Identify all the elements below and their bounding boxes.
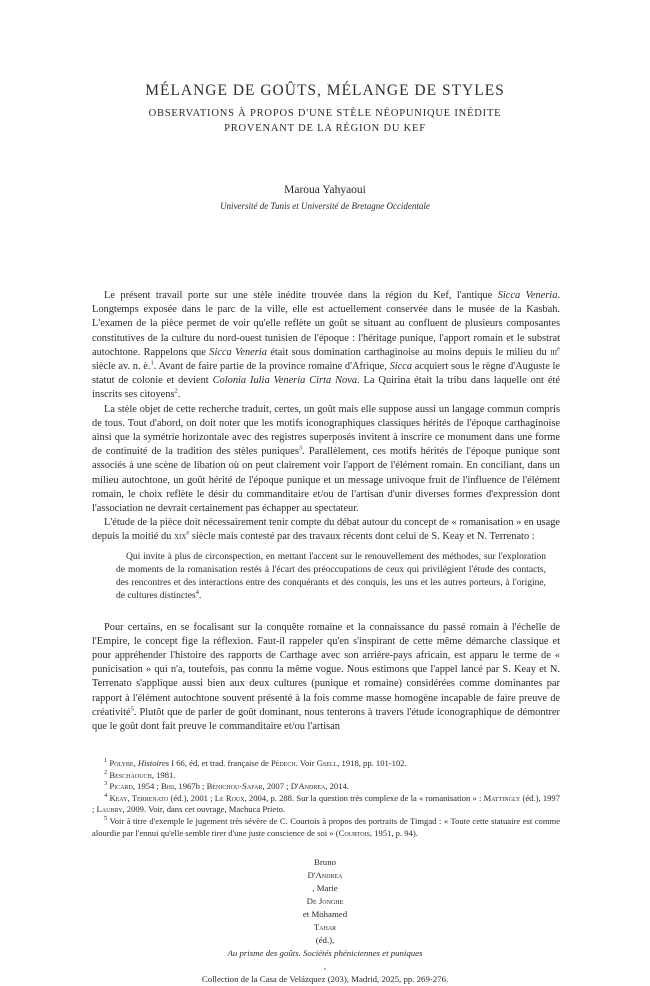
footnote-ref[interactable]: 1 [150, 359, 154, 367]
footnote-ref[interactable]: 3 [298, 444, 303, 452]
body-paragraph: L'étude de la pièce doit nécessairement tenir compte du débat autour du concept de « romanisation » en usage depuis la moitié du xix$^e$ siècle mais contesté par des travaux récents dont celui de S. Keay et N. Terrenato : [92, 517, 561, 543]
subtitle-line: OBSERVATIONS À PROPOS D'UNE STÈLE NÉOPUNIQUE INÉDITE [148, 108, 502, 119]
footnote: $^3$ Picard, 1954 ; Bisi, 1967b ; Bénichou-Safar, 2007 ; D'Andrea, 2014. [104, 780, 349, 792]
page-footer [0, 856, 650, 986]
citation-line: Bruno D'Andrea , Marie De Jonghe et Mohamed Tahar (éd.), Au prisme des goûts. Sociétés phéniciennes et puniques , [227, 857, 423, 971]
footnote: $^2$ Beschaouch, 1981. [104, 768, 176, 780]
footnotes [92, 758, 560, 839]
footnote-ref[interactable]: 5 [130, 705, 134, 713]
author-affiliation: Université de Tunis et Université de Bretagne Occidentale [220, 201, 430, 211]
footnote-ref[interactable]: 4 [195, 588, 199, 596]
footnote: $^1$ Polybe, Histoires I 66, éd. et trad. française de Pédech. Voir Gsell, 1918, pp. 101-102. [104, 757, 407, 768]
body-paragraph: Pour certains, en se focalisant sur la conquête romaine et la connaissance du passé romain à l'échelle de l'Empire, le concept fige la réflexion. Faut-il rappeler qu'en s'inspirant de cette même démarche classique et pour appréhender l'histoire des rapports de Carthage avec son arrière-pays africain, est apparu le terme de « punicisation » qui n'a, toutefois, pas connu la même vogue. Nous estimons que l'appel lancé par S. Keay et N. Terrenato s'applique aussi bien aux deux cultures (punique et romaine) considérées comme dominantes par rapport à l'élément autochtone souvent présenté à la fois comme masse homogène incapable de faire preuve de créativité$^5$. Plutôt que de parler de goût dominant, nous tenterons à travers l'étude iconographique de démontrer que le goût dont fait preuve le commanditaire et/ou l'artisan [92, 621, 560, 733]
footnote-ref[interactable]: 2 [174, 387, 178, 395]
subtitle-line: PROVENANT DE LA RÉGION DU KEF [224, 123, 426, 134]
author-name: Maroua Yahyaoui [284, 184, 366, 196]
body-paragraph: La stèle objet de cette recherche traduit, certes, un goût mais elle suppose aussi un langage commun compris de tous. Tout d'abord, on doit noter que les motifs iconographiques classiques hérités de l'époque carthaginoise ainsi que la symétrie horizontale avec des registres superposés invitent à inscrire ce monument dans une forme de continuité de la tradition des stèles puniques$^3$. Parallèlement, ces motifs hérités de l'époque punique sont associés à une scène de libation où on peut clairement voir l'apport de l'élément romain. En conciliant, dans un milieu autochtone, un goût hérité de l'époque punique et un message univoque fruit de l'influence de l'élément romain, le choix reflète le désir du commanditaire et/ou de l'artisan d'unir diverses formes d'expression dont l'association ne devrait certainement pas échapper au spectateur. [92, 403, 560, 515]
footnote: $^5$ Voir à titre d'exemple le jugement très sévère de C. Courtois à propos des portraits de Timgad : « Toute cette statuaire est comme alourdie par l'ennui qu'elle semble tirer d'une juste conscience de soi » (Courtois, 1951, p. 94). [92, 815, 561, 838]
citation-line: Collection de la Casa de Velázquez (203), Madrid, 2025, pp. 269-276. [201, 974, 449, 984]
footnote: $^4$ Keay, Terrenato (éd.), 2001 ; Le Roux, 2004, p. 288. Sur la question très complexe de la « romanisation » : Mattingly (éd.), 1997 ; Laubry, 2009. Voir, dans cet ouvrage, Machuca Prieto. [92, 791, 561, 815]
article-subtitle [0, 106, 650, 136]
article-body [92, 289, 560, 734]
body-paragraph: Le présent travail porte sur une stèle inédite trouvée dans la région du Kef, l'antique Sicca Veneria. Longtemps exposée dans le parc de la ville, elle est actuellement conservée dans le musée de la Kasbah. L'examen de la pièce permet de voir qu'elle reflète un goût se situant au confluent de plusieurs composantes constitutives de la culture du nord-ouest tunisien de l'époque : l'héritage punique, l'apport romain et le substrat autochtone. Rappelons que Sicca Veneria était sous domination carthaginoise au moins depuis le milieu du iii$^e$ siècle av. n. è.$^1$. Avant de faire partie de la province romaine d'Afrique, Sicca acquiert sous le règne d'Auguste le statut de colonie et devient Colonia Iulia Veneria Cirta Nova. La Quirina était la tribu dans laquelle ont été inscrits ses citoyens$^2$. [92, 290, 561, 401]
article-title: MÉLANGE DE GOÛTS, MÉLANGE DE STYLES [145, 82, 505, 99]
block-quote: Qui invite à plus de circonspection, en mettant l'accent sur le renouvellement des méthodes, sur l'exploration de moments de la romanisation restés à l'écart des préoccupations de ceux qui privilégient l'étude des contacts, des rencontres et des interactions entre des conquérants et des conquis, les uns et les autres porteurs, à l'origine, de cultures distinctes$^4$. [116, 551, 546, 601]
